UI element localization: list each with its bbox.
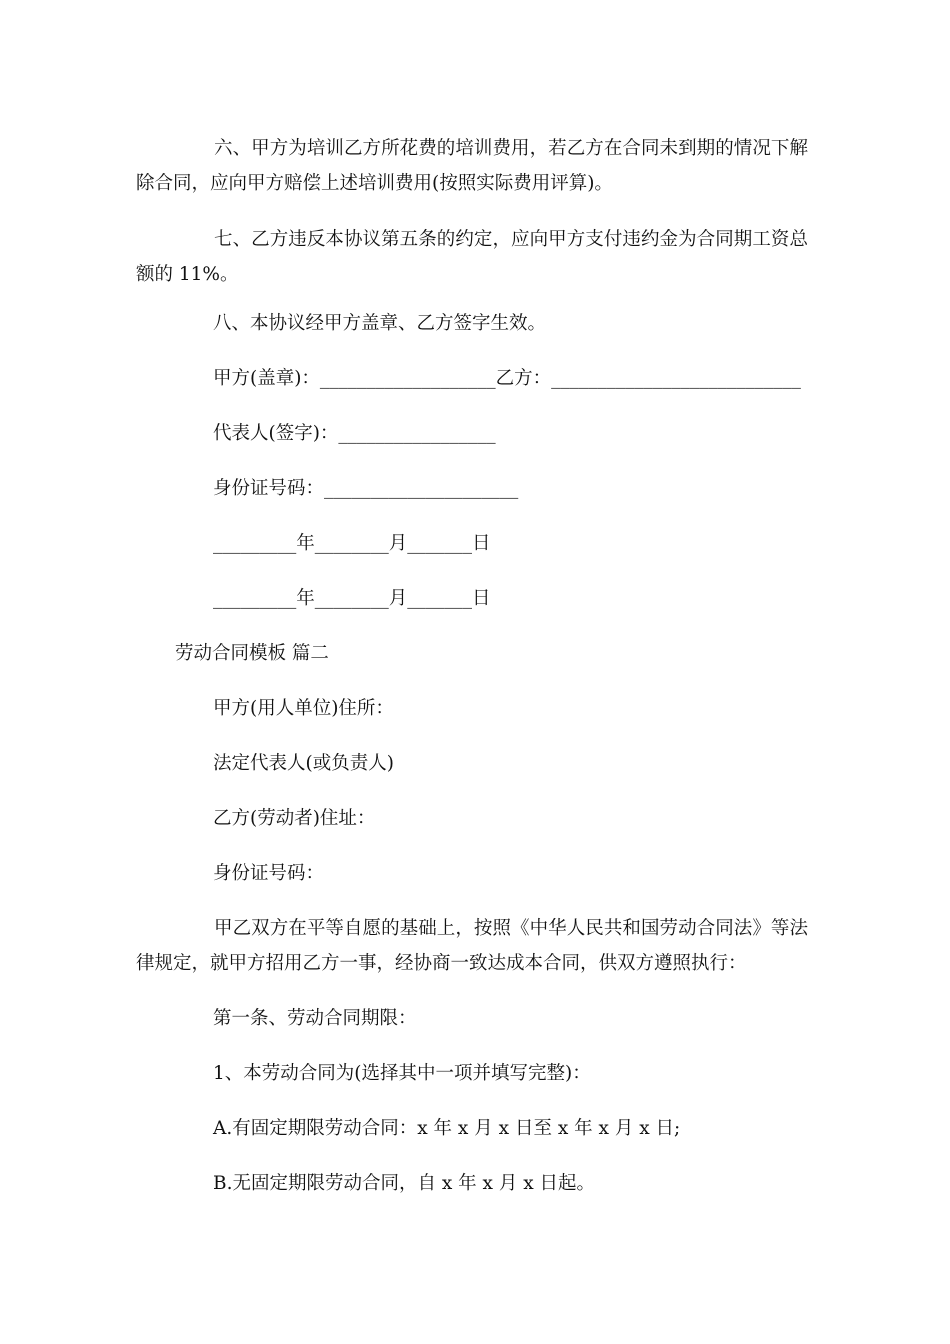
employer-address: 甲方(用人单位)住所： (213, 698, 394, 719)
representative-signature-line: 代表人(签字)：_________________ (213, 423, 496, 444)
employee-id-number: 身份证号码： (213, 863, 325, 884)
employee-address: 乙方(劳动者)住址： (213, 808, 376, 829)
clause-seven: 七、乙方违反本协议第五条的约定，应向甲方支付违约金为合同期工资总额的 11%。 (136, 229, 808, 285)
section-two-heading: 劳动合同模板 篇二 (175, 643, 329, 664)
article-one-item-1: 1、本劳动合同为(选择其中一项并填写完整)： (213, 1063, 591, 1084)
article-one-heading: 第一条、劳动合同期限： (213, 1008, 417, 1029)
date-line-2: _________年________月_______日 (213, 588, 491, 609)
article-one-item-b: B.无固定期限劳动合同，自 x 年 x 月 x 日起。 (213, 1173, 596, 1194)
clause-eight: 八、本协议经甲方盖章、乙方签字生效。 (213, 313, 547, 334)
contract-intro: 甲乙双方在平等自愿的基础上，按照《中华人民共和国劳动合同法》等法律规定，就甲方招用乙方一事，经协商一致达成本合同，供双方遵照执行： (136, 918, 808, 974)
id-number-line: 身份证号码：_____________________ (213, 478, 519, 499)
clause-six: 六、甲方为培训乙方所花费的培训费用，若乙方在合同未到期的情况下解除合同，应向甲方赔偿上述培训费用(按照实际费用评算)。 (136, 138, 808, 194)
date-line-1: _________年________月_______日 (213, 533, 491, 554)
article-one-item-a: A.有固定期限劳动合同：x 年 x 月 x 日至 x 年 x 月 x 日; (213, 1118, 681, 1139)
party-a-signature-line: 甲方(盖章)：___________________乙方：___________________________ (213, 368, 801, 389)
legal-representative: 法定代表人(或负责人) (213, 753, 394, 774)
